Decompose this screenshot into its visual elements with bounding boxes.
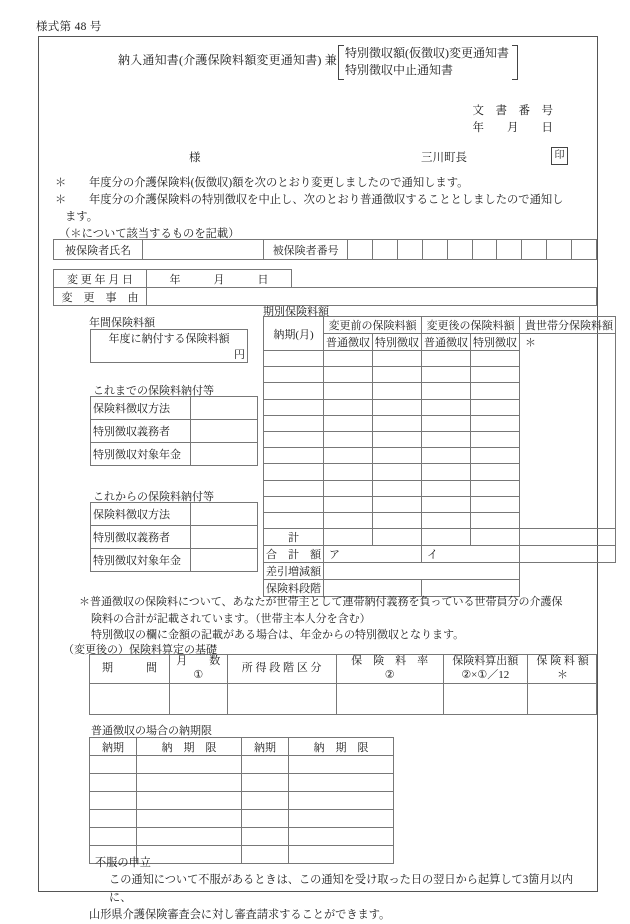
insured-number-box-7[interactable]: [497, 240, 522, 260]
statement-text-2-continued: ます。: [65, 210, 98, 223]
table-row: [90, 828, 394, 846]
after-ordinary-cell[interactable]: [422, 351, 471, 367]
past-collection-method-label: 保険料徴収方法: [91, 397, 191, 420]
basis-period-header: [90, 655, 170, 684]
deadline-period-cell[interactable]: [242, 792, 289, 810]
deadline-date-header-1: 納 期 限: [137, 738, 242, 756]
statement-note: （＊について該当するものを記載）: [59, 227, 240, 240]
after-ordinary-cell[interactable]: [422, 448, 471, 464]
total-household[interactable]: [520, 546, 616, 563]
after-special-cell[interactable]: [471, 367, 520, 383]
before-ordinary-cell[interactable]: [324, 415, 373, 431]
change-reason-label: 変 更 事 由: [54, 288, 147, 306]
issuer-name: 三川町長: [421, 152, 467, 164]
footnote-block: [79, 594, 589, 644]
before-special-cell[interactable]: [373, 480, 422, 496]
after-special-cell[interactable]: [471, 512, 520, 528]
deadline-date-cell[interactable]: [289, 774, 394, 792]
past-target-pension-label: 特別徴収対象年金: [91, 443, 191, 466]
past-payment-table: [90, 396, 258, 466]
deadline-period-cell[interactable]: [90, 828, 137, 846]
deadline-date-cell[interactable]: [289, 828, 394, 846]
footnote-line-3: 特別徴収の欄に金額の記載がある場合は、年金からの特別徴収となります。: [91, 629, 465, 641]
basis-calculated-value[interactable]: [443, 684, 527, 715]
past-target-pension-value[interactable]: [191, 443, 258, 466]
basis-table-caption: （変更後の）保険料算定の基礎: [63, 644, 217, 656]
premium-stage-label: 保険料段階: [264, 580, 324, 597]
addressee-row: [39, 149, 597, 167]
future-special-collector-value[interactable]: [191, 526, 258, 549]
before-special-cell[interactable]: [373, 512, 422, 528]
deadline-period-cell[interactable]: [90, 774, 137, 792]
before-special-cell[interactable]: [373, 367, 422, 383]
annual-premium-table: [90, 329, 248, 363]
after-ordinary-cell[interactable]: [422, 512, 471, 528]
past-collection-method-value[interactable]: [191, 397, 258, 420]
period-cell[interactable]: [264, 464, 324, 480]
payment-deadline-table: [89, 737, 394, 864]
deadline-period-cell[interactable]: [242, 756, 289, 774]
table-row: [54, 240, 597, 260]
statement-block: [55, 175, 587, 243]
before-special-cell[interactable]: [373, 415, 422, 431]
before-ordinary-cell[interactable]: [324, 464, 373, 480]
deadline-period-header-1: 納期: [90, 738, 137, 756]
basis-period-value[interactable]: [90, 684, 170, 715]
change-date-spacer: [292, 270, 597, 288]
period-cell[interactable]: [264, 415, 324, 431]
deadline-period-cell[interactable]: [90, 756, 137, 774]
change-date-label: 変 更 年 月 日: [54, 270, 147, 288]
insured-number-box-5[interactable]: [447, 240, 472, 260]
period-column-header: 納期(月): [264, 317, 324, 351]
subtotal-household[interactable]: [520, 529, 616, 546]
after-special-cell[interactable]: [471, 399, 520, 415]
table-row: [91, 330, 248, 347]
subtotal-before-ordinary[interactable]: [324, 529, 373, 546]
after-ordinary-cell[interactable]: [422, 399, 471, 415]
future-payment-table: [90, 502, 258, 572]
basis-months-header-line2: ①: [193, 669, 204, 681]
deadline-date-cell[interactable]: [289, 810, 394, 828]
after-special-cell[interactable]: [471, 431, 520, 447]
before-special-cell[interactable]: [373, 464, 422, 480]
basis-rate-header-line1: 保 険 料 率: [351, 655, 429, 668]
before-ordinary-cell[interactable]: [324, 367, 373, 383]
appeal-heading: 不服の申立: [95, 857, 151, 869]
insured-number-box-2[interactable]: [373, 240, 398, 260]
basis-premium-header-line2: ＊: [556, 669, 568, 681]
before-special-cell[interactable]: [373, 383, 422, 399]
table-header-row: [264, 317, 616, 334]
footnote-line-2: 険料の合計が記載されています。（世帯主本人分を含む）: [91, 612, 371, 625]
period-cell[interactable]: [264, 448, 324, 464]
deadline-period-cell[interactable]: [242, 774, 289, 792]
total-row: [264, 546, 616, 563]
title-main: 納入通知書(介護保険料額変更通知書) 兼: [118, 53, 337, 67]
insured-number-box-1[interactable]: [348, 240, 373, 260]
after-special-cell[interactable]: [471, 351, 520, 367]
past-special-collector-label: 特別徴収義務者: [91, 420, 191, 443]
difference-label: 差引増減額: [264, 563, 324, 580]
after-ordinary-cell[interactable]: [422, 367, 471, 383]
difference-value[interactable]: [324, 563, 520, 580]
table-row: [90, 792, 394, 810]
basis-rate-header: [336, 655, 443, 684]
before-ordinary-cell[interactable]: [324, 512, 373, 528]
future-target-pension-value[interactable]: [191, 549, 258, 572]
before-special-cell[interactable]: [373, 431, 422, 447]
addressee-suffix: 様: [189, 152, 201, 164]
insured-number-box-6[interactable]: [472, 240, 497, 260]
basis-premium-header-line1: 保 険 料 額: [536, 655, 589, 668]
deadline-date-cell[interactable]: [289, 756, 394, 774]
basis-income-stage-value[interactable]: [227, 684, 336, 715]
after-ordinary-cell[interactable]: [422, 464, 471, 480]
future-collection-method-label: 保険料徴収方法: [91, 503, 191, 526]
document-date-label: 年 月 日: [472, 121, 553, 134]
basis-income-stage-header: [227, 655, 336, 684]
change-reason-value[interactable]: [147, 288, 597, 306]
document-number-label: 文 書 番 号: [472, 105, 553, 117]
difference-spacer: [520, 563, 616, 580]
table-row: [90, 774, 394, 792]
period-cell[interactable]: [264, 512, 324, 528]
period-premium-table: [263, 316, 616, 597]
insured-person-table: [53, 239, 597, 260]
future-special-collector-label: 特別徴収義務者: [91, 526, 191, 549]
annual-premium-yen-unit[interactable]: 円: [91, 346, 248, 363]
title-bracket-line-1: 特別徴収額(仮徴収)変更通知書: [345, 46, 509, 60]
insured-number-box-8[interactable]: [522, 240, 547, 260]
deadline-period-cell[interactable]: [242, 810, 289, 828]
statement-item-2: [55, 192, 587, 209]
period-cell[interactable]: [264, 496, 324, 512]
table-row: [54, 270, 597, 288]
after-special-cell[interactable]: [471, 383, 520, 399]
subtotal-label: 計: [264, 529, 324, 546]
after-ordinary-cell[interactable]: [422, 415, 471, 431]
appeal-block: [57, 855, 587, 924]
subtotal-row: [264, 529, 616, 546]
basis-premium-value[interactable]: [527, 684, 596, 715]
before-ordinary-cell[interactable]: [324, 480, 373, 496]
after-change-group-header: 変更後の保険料額: [422, 317, 520, 334]
document-meta: [473, 103, 554, 136]
statement-item-1: [55, 175, 587, 192]
before-special-cell[interactable]: [373, 399, 422, 415]
insured-name-value[interactable]: [143, 240, 264, 260]
insured-name-label: 被保険者氏名: [54, 240, 143, 260]
change-date-value[interactable]: 年 月 日: [147, 270, 292, 288]
after-ordinary-cell[interactable]: [422, 496, 471, 512]
period-cell[interactable]: [264, 431, 324, 447]
subtotal-after-special[interactable]: [471, 529, 520, 546]
before-special-cell[interactable]: [373, 351, 422, 367]
asterisk-marker-2: ＊: [55, 193, 67, 206]
deadline-date-cell[interactable]: [137, 774, 242, 792]
future-payment-caption: これからの保険料納付等: [93, 491, 214, 503]
basis-rate-value[interactable]: [336, 684, 443, 715]
period-cell[interactable]: [264, 351, 324, 367]
deadline-date-cell[interactable]: [137, 792, 242, 810]
basis-rate-header-line2: ②: [384, 669, 395, 681]
basis-income-stage-header-line1: 所 得 段 階 区 分: [241, 662, 322, 675]
table-row: [91, 346, 248, 363]
after-ordinary-cell[interactable]: [422, 480, 471, 496]
after-special-cell[interactable]: [471, 448, 520, 464]
deadline-date-cell[interactable]: [137, 828, 242, 846]
table-row: [90, 810, 394, 828]
future-target-pension-label: 特別徴収対象年金: [91, 549, 191, 572]
period-cell[interactable]: [264, 367, 324, 383]
statement-text-2: 年度分の介護保険料の特別徴収を中止し、次のとおり普通徴収することとしましたので通知し: [89, 193, 564, 206]
deadline-date-cell[interactable]: [289, 792, 394, 810]
before-special-subheader: 特別徴収: [373, 334, 422, 351]
before-special-cell[interactable]: [373, 496, 422, 512]
after-ordinary-cell[interactable]: [422, 431, 471, 447]
form-number: 様式第 48 号: [36, 21, 102, 33]
insured-number-box-4[interactable]: [422, 240, 447, 260]
household-premium-header: 貴世帯分保険料額: [520, 317, 616, 334]
table-row: [91, 549, 258, 572]
table-row: [90, 684, 597, 715]
future-collection-method-value[interactable]: [191, 503, 258, 526]
seal-stamp-icon: 印: [551, 147, 568, 165]
footnote-line-1: ＊普通徴収の保険料について、あなたが世帯主として連帯納付義務を負っている世帯員分の介護保: [79, 596, 563, 608]
title-bracket-group: [338, 45, 518, 80]
deadline-date-cell[interactable]: [137, 810, 242, 828]
deadline-table-caption: 普通徴収の場合の納期限: [91, 725, 212, 737]
insured-number-box-10[interactable]: [572, 240, 597, 260]
basis-premium-header: [527, 655, 596, 684]
after-special-cell[interactable]: [471, 415, 520, 431]
after-special-cell[interactable]: [471, 480, 520, 496]
table-header-row: [90, 655, 597, 684]
deadline-period-cell[interactable]: [90, 810, 137, 828]
basis-months-header-line1: 月 数: [176, 655, 221, 668]
form-frame: [38, 36, 613, 922]
table-row: [91, 526, 258, 549]
total-mark-i[interactable]: イ: [422, 546, 520, 563]
before-ordinary-cell[interactable]: [324, 351, 373, 367]
insured-number-box-9[interactable]: [547, 240, 572, 260]
before-ordinary-cell[interactable]: [324, 383, 373, 399]
subtotal-after-ordinary[interactable]: [422, 529, 471, 546]
basis-months-value[interactable]: [170, 684, 228, 715]
deadline-date-header-2: 納 期 限: [289, 738, 394, 756]
past-payment-caption: これまでの保険料納付等: [93, 385, 214, 397]
total-amount-label: 合 計 額: [264, 546, 324, 563]
appeal-line-2: 山形県介護保険審査会に対し審査請求することができます。: [89, 909, 391, 922]
period-cell[interactable]: [264, 480, 324, 496]
past-special-collector-value[interactable]: [191, 420, 258, 443]
table-row: [91, 420, 258, 443]
change-info-table: [53, 269, 597, 306]
period-table-caption: 期別保険料額: [263, 306, 329, 318]
insured-number-label: 被保険者番号: [264, 240, 348, 260]
premium-basis-table: [89, 654, 597, 715]
difference-row: [264, 563, 616, 580]
basis-period-header-line1: 期 間: [102, 662, 158, 675]
statement-text-1: 年度分の介護保険料(仮徴収)額を次のとおり変更しましたので通知します。: [89, 177, 469, 189]
period-cell[interactable]: [264, 383, 324, 399]
annual-premium-caption: 年間保険料額: [89, 317, 155, 329]
after-special-cell[interactable]: [471, 496, 520, 512]
before-ordinary-cell[interactable]: [324, 448, 373, 464]
basis-calculated-header-line2: ②×①／12: [461, 669, 510, 681]
insured-number-box-3[interactable]: [398, 240, 423, 260]
basis-calculated-header: [443, 655, 527, 684]
asterisk-marker-1: ＊: [55, 177, 67, 189]
table-header-row: [90, 738, 394, 756]
total-mark-a[interactable]: ア: [324, 546, 422, 563]
before-special-cell[interactable]: [373, 448, 422, 464]
deadline-period-cell[interactable]: [90, 792, 137, 810]
deadline-period-cell[interactable]: [242, 828, 289, 846]
after-ordinary-subheader: 普通徴収: [422, 334, 471, 351]
before-change-group-header: 変更前の保険料額: [324, 317, 422, 334]
before-ordinary-cell[interactable]: [324, 431, 373, 447]
table-row: [91, 443, 258, 466]
deadline-period-header-2: 納期: [242, 738, 289, 756]
basis-months-header: [170, 655, 228, 684]
after-special-subheader: 特別徴収: [471, 334, 520, 351]
title-bracket-line-2: 特別徴収中止通知書: [345, 63, 454, 78]
table-row: [90, 756, 394, 774]
title-block: [39, 45, 597, 80]
after-special-cell[interactable]: [471, 464, 520, 480]
appeal-line-1: この通知について不服があるときは、この通知を受け取った日の翌日から起算して3箇月以内に、: [109, 874, 574, 904]
after-ordinary-cell[interactable]: [422, 383, 471, 399]
table-row: [91, 503, 258, 526]
basis-calculated-header-line1: 保険料算出額: [452, 655, 519, 668]
period-cell[interactable]: [264, 399, 324, 415]
before-ordinary-cell[interactable]: [324, 496, 373, 512]
household-premium-mark: ＊: [520, 334, 616, 529]
subtotal-before-special[interactable]: [373, 529, 422, 546]
table-row: [91, 397, 258, 420]
annual-premium-label: 年度に納付する保険料額: [91, 330, 248, 347]
deadline-date-cell[interactable]: [137, 756, 242, 774]
before-ordinary-subheader: 普通徴収: [324, 334, 373, 351]
before-ordinary-cell[interactable]: [324, 399, 373, 415]
